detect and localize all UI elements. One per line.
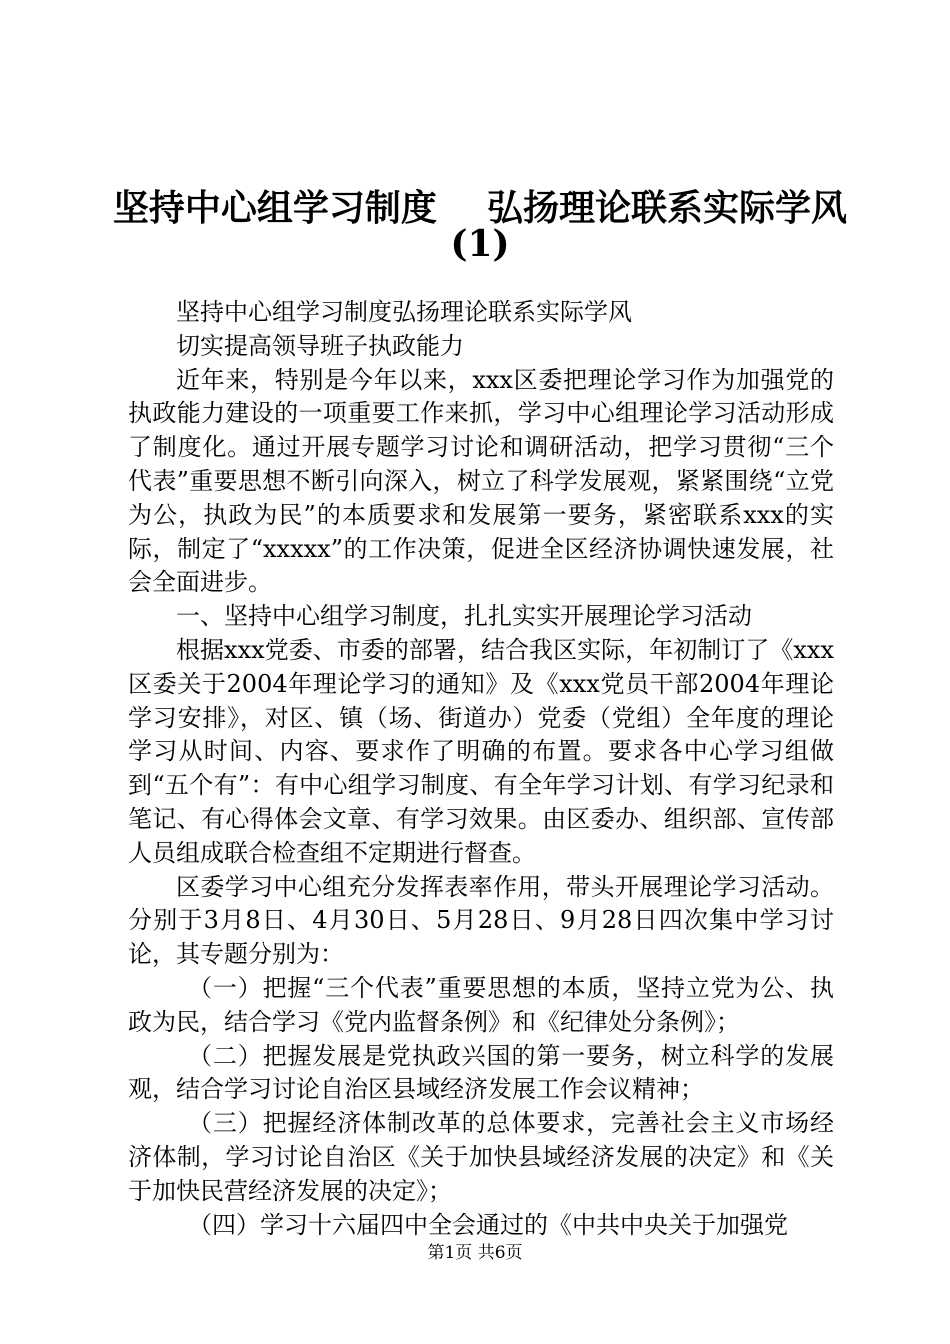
body-paragraph: 区委学习中心组充分发挥表率作用，带头开展理论学习活动。分别于3月8日、4月30日、5月28日、9月28日四次集中学习讨论，其专题分别为： bbox=[128, 872, 834, 969]
topic-item: （四）学习十六届四中全会通过的《中共中央关于加强党 bbox=[188, 1210, 788, 1239]
subtitle-line1: 坚持中心组学习制度弘扬理论联系实际学风 bbox=[176, 298, 632, 326]
section-heading: 一、坚持中心组学习制度，扎扎实实开展理论学习活动 bbox=[176, 602, 752, 631]
topic-item: （二）把握发展是党执政兴国的第一要务，树立科学的发展观，结合学习讨论自治区县域经济发展工作会议精神； bbox=[128, 1041, 834, 1104]
subtitle-line2: 切实提高领导班子执政能力 bbox=[176, 331, 464, 360]
body-paragraph: 近年来，特别是今年以来，xxx区委把理论学习作为加强党的执政能力建设的一项重要工作来抓，学习中心组理论学习活动形成了制度化。通过开展专题学习讨论和调研活动，把学习贯彻“三个代表”重要思想不断引向深入，树立了科学发展观，紧紧围绕“立党为公，执政为民”的本质要求和发展第一要务，紧密联系xxx的实际，制定了“xxxxx”的工作决策，促进全区经济协调快速发展，社会全面进步。 bbox=[128, 365, 834, 597]
document-body bbox=[128, 296, 834, 1242]
document-title-line2: (1) bbox=[450, 223, 510, 265]
topic-item: （一）把握“三个代表”重要思想的本质，坚持立党为公、执政为民，结合学习《党内监督条例》和《纪律处分条例》； bbox=[128, 973, 834, 1036]
document-title-line1: 坚持中心组学习制度 弘扬理论联系实际学风 bbox=[112, 187, 848, 229]
body-paragraph: 根据xxx党委、市委的部署，结合我区实际，年初制订了《xxx区委关于2004年理论学习的通知》及《xxx党员干部2004年理论学习安排》，对区、镇（场、街道办）党委（党组）全年度的理论学习从时间、内容、要求作了明确的布置。要求各中心学习组做到“五个有”：有中心组学习制度、有全年学习计划、有学习纪录和笔记、有心得体会文章、有学习效果。由区委办、组织部、宣传部人员组成联合检查组不定期进行督查。 bbox=[128, 635, 834, 867]
page-footer: 第1页 共6页 bbox=[427, 1243, 523, 1263]
topic-item: （三）把握经济体制改革的总体要求，完善社会主义市场经济体制，学习讨论自治区《关于加快县域经济发展的决定》和《关于加快民营经济发展的决定》； bbox=[128, 1109, 834, 1205]
